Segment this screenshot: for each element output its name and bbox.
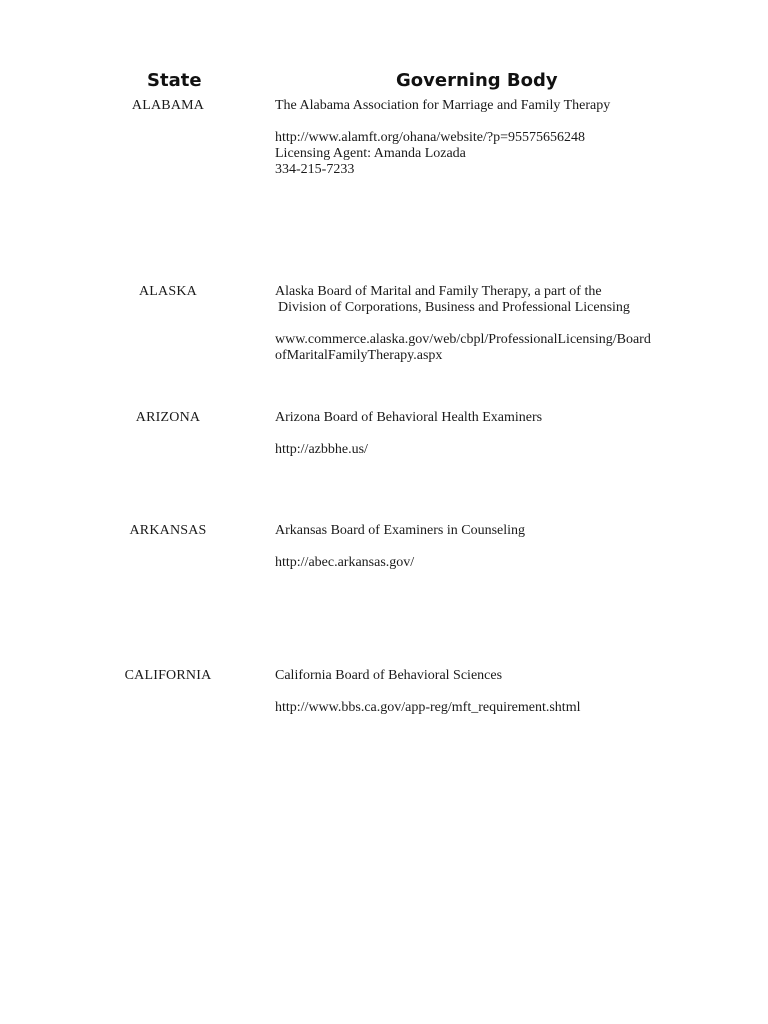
state-name-alabama: ALABAMA bbox=[131, 98, 205, 113]
state-name-alaska: ALASKA bbox=[139, 284, 197, 299]
website-link-continued[interactable]: ofMaritalFamilyTherapy.aspx bbox=[275, 348, 443, 363]
governing-body-name: The Alabama Association for Marriage and Family Therapy bbox=[275, 98, 611, 113]
phone-number: 334-215-7233 bbox=[275, 162, 355, 177]
website-link[interactable]: http://azbbhe.us/ bbox=[275, 442, 368, 457]
governing-body-name: Alaska Board of Marital and Family Therapy, a part of the bbox=[275, 284, 602, 299]
entry-arkansas bbox=[275, 523, 695, 571]
licensing-agent: Licensing Agent: Amanda Lozada bbox=[275, 146, 466, 161]
governing-body-name: California Board of Behavioral Sciences bbox=[275, 668, 503, 683]
entry-california bbox=[275, 668, 695, 716]
governing-body-name-continued: Division of Corporations, Business and Professional Licensing bbox=[278, 300, 630, 315]
entry-arizona bbox=[275, 410, 695, 458]
entry-alaska bbox=[275, 284, 695, 364]
website-link[interactable]: www.commerce.alaska.gov/web/cbpl/ProfessionalLicensing/Board bbox=[275, 332, 651, 347]
website-link[interactable]: http://www.bbs.ca.gov/app-reg/mft_requirement.shtml bbox=[275, 700, 581, 715]
state-name-arkansas: ARKANSAS bbox=[129, 523, 207, 538]
state-name-arizona: ARIZONA bbox=[135, 410, 201, 425]
header-state: State bbox=[147, 70, 202, 91]
entry-alabama bbox=[275, 98, 695, 178]
governing-body-name: Arkansas Board of Examiners in Counseling bbox=[275, 523, 526, 538]
website-link[interactable]: http://www.alamft.org/ohana/website/?p=95575656248 bbox=[275, 130, 586, 145]
state-name-california: CALIFORNIA bbox=[124, 668, 212, 683]
governing-body-name: Arizona Board of Behavioral Health Examiners bbox=[275, 410, 543, 425]
header-governing-body: Governing Body bbox=[396, 70, 558, 91]
website-link[interactable]: http://abec.arkansas.gov/ bbox=[275, 555, 415, 570]
